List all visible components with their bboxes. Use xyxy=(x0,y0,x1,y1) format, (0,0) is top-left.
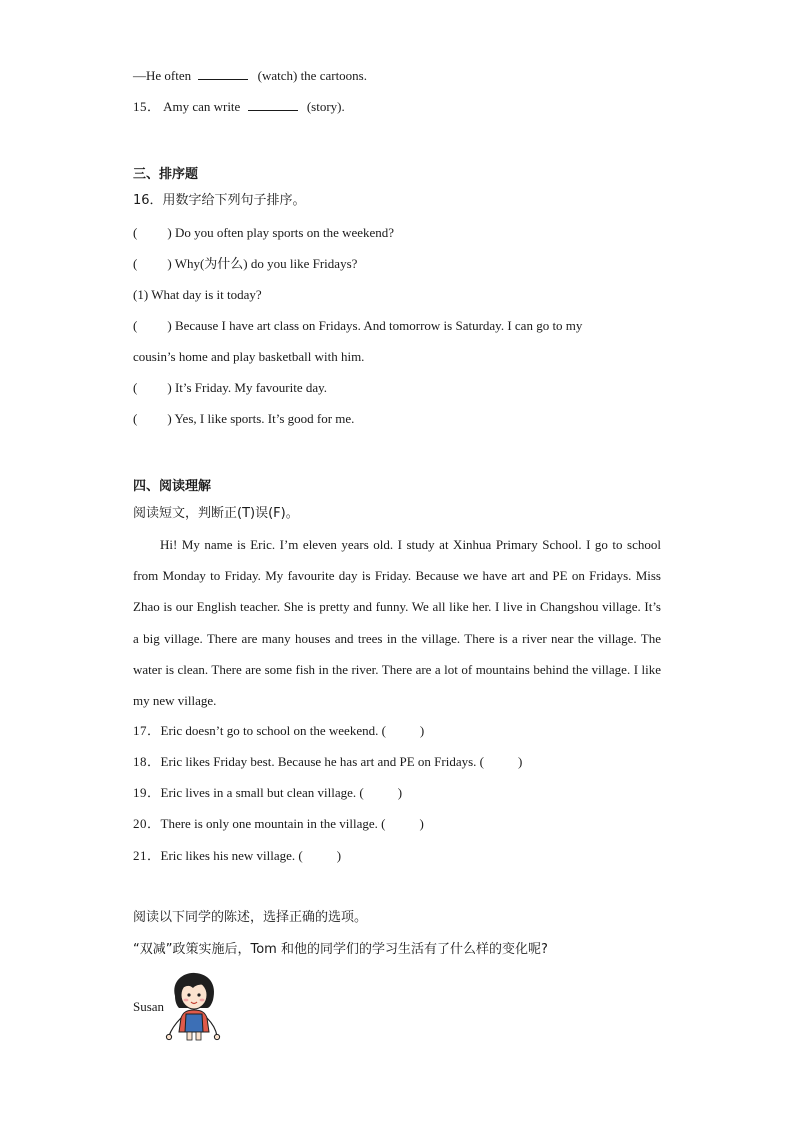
tf-question xyxy=(133,785,402,801)
q15-hint: (story). xyxy=(306,99,345,114)
ordering-item xyxy=(133,225,394,241)
tf-question xyxy=(133,723,424,739)
ordering-item-mark: (1) xyxy=(133,287,149,302)
answer-paren-open[interactable]: ( xyxy=(133,318,138,333)
answer-paren-close[interactable]: ) xyxy=(167,318,172,333)
q14-blank[interactable] xyxy=(198,68,248,80)
question-number: 21． xyxy=(133,848,161,863)
question-text: Eric likes Friday best. Because he has art and PE on Fridays. ( xyxy=(160,754,484,769)
section3-heading: 三、排序题 xyxy=(133,167,199,182)
section5-instruction: 阅读以下同学的陈述，选择正确的选项。 xyxy=(133,910,368,925)
answer-paren-close: ) xyxy=(336,848,342,863)
answer-paren-open[interactable]: ( xyxy=(133,380,138,395)
ordering-item xyxy=(133,411,354,427)
tf-question xyxy=(133,848,341,864)
answer-paren-close[interactable]: ) xyxy=(167,411,172,426)
girl-illustration xyxy=(165,970,221,1047)
ordering-item-text: cousin’s home and play basketball with him. xyxy=(133,349,365,364)
section5-question: “双减”政策实施后，Tom 和他的同学们的学习生活有了什么样的变化呢? xyxy=(133,942,548,957)
question-text: Eric lives in a small but clean village. ( xyxy=(160,785,364,800)
answer-paren-open[interactable]: ( xyxy=(133,411,138,426)
ordering-item xyxy=(133,256,357,272)
ordering-item-text: Do you often play sports on the weekend? xyxy=(174,225,395,240)
ordering-item-text: Yes, I like sports. It’s good for me. xyxy=(174,411,355,426)
q15-text: Amy can write xyxy=(163,99,241,114)
ordering-item-text: What day is it today? xyxy=(151,287,262,302)
ordering-item xyxy=(133,318,582,334)
question-number: 18． xyxy=(133,754,161,769)
ordering-item xyxy=(133,380,327,396)
answer-paren-open[interactable]: ( xyxy=(133,256,138,271)
section4-instruction: 阅读短文，判断正(T)误(F)。 xyxy=(133,506,299,521)
question-text: There is only one mountain in the village. ( xyxy=(160,816,386,831)
question-text: Eric doesn’t go to school on the weekend. ( xyxy=(160,723,386,738)
ordering-item-text: It’s Friday. My favourite day. xyxy=(174,380,328,395)
q14-hint: (watch) the cartoons. xyxy=(257,68,367,83)
answer-paren-close[interactable]: ) xyxy=(167,380,172,395)
question-number: 20． xyxy=(133,816,161,831)
q14-prefix: —He often xyxy=(133,68,192,83)
answer-paren-close[interactable]: ) xyxy=(167,225,172,240)
answer-paren-close: ) xyxy=(419,723,425,738)
tf-question xyxy=(133,754,522,770)
ordering-item-text: Why(为什么) do you like Fridays? xyxy=(174,256,358,271)
ordering-item-continuation xyxy=(133,349,364,365)
question-text: Eric likes his new village. ( xyxy=(160,848,303,863)
answer-paren-close: ) xyxy=(397,785,403,800)
ordering-item xyxy=(133,287,262,303)
reading-passage: Hi! My name is Eric. I’m eleven years old. I study at Xinhua Primary School. I go to school from Monday to Friday. My favourite day is Friday. Because we have art and PE on Fridays. Miss Zhao is our English teacher. She is pretty and funny. We all like her. I live in Changshou village. It’s a big village. There are many houses and trees in the village. There is a river near the village. The water is clean. There are some fish in the river. There are a lot of mountains behind the village. I like my new village. xyxy=(133,537,661,709)
answer-paren-close[interactable]: ) xyxy=(167,256,172,271)
tf-question xyxy=(133,816,424,832)
ordering-item-text: Because I have art class on Fridays. And tomorrow is Saturday. I can go to my xyxy=(174,318,583,333)
answer-paren-open[interactable]: ( xyxy=(133,225,138,240)
q15-line xyxy=(133,99,345,115)
speaker-label: Susan xyxy=(133,999,165,1014)
q14-line xyxy=(133,68,367,84)
question-number: 17． xyxy=(133,723,161,738)
q15-number: 15． xyxy=(133,99,161,114)
q15-blank[interactable] xyxy=(248,99,298,111)
section4-heading: 四、阅读理解 xyxy=(133,479,212,494)
question-number: 19． xyxy=(133,785,161,800)
q16-instruction: 16．用数字给下列句子排序。 xyxy=(133,193,306,208)
answer-paren-close: ) xyxy=(518,754,523,769)
answer-paren-close: ) xyxy=(419,816,424,831)
girl-icon xyxy=(165,970,221,1042)
